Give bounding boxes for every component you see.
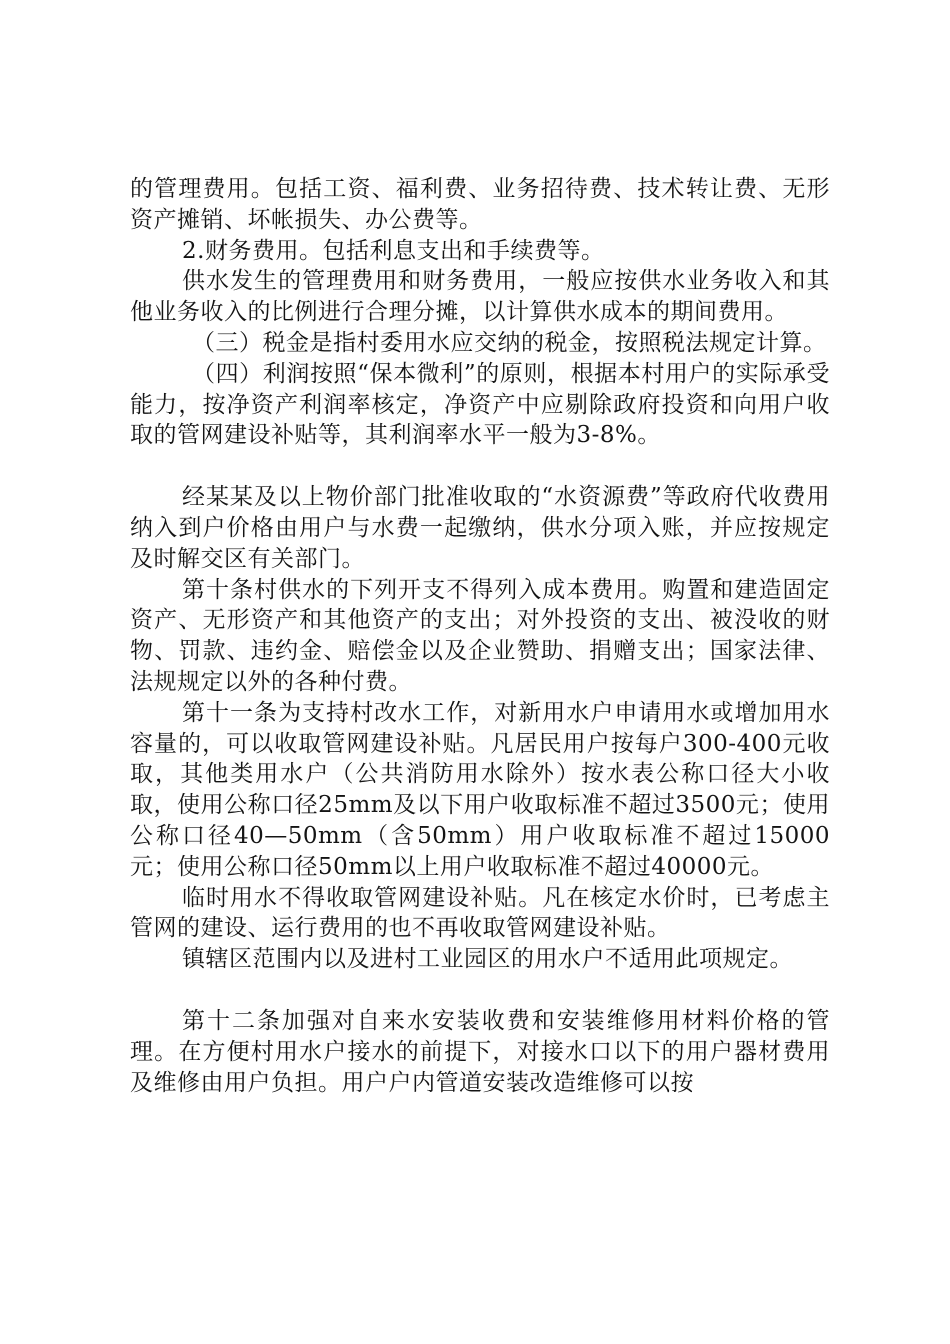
paragraph-tax: （三）税金是指村委用水应交纳的税金，按照税法规定计算。: [192, 329, 827, 356]
paragraph-management-fee-tail: 的管理费用。包括工资、福利费、业务招待费、技术转让费、无形资产摊销、坏帐损失、办公费等。: [130, 176, 830, 233]
paragraph-temporary-water: 临时用水不得收取管网建设补贴。凡在核定水价时，已考虑主管网的建设、运行费用的也不再收取管网建设补贴。: [130, 884, 830, 942]
paragraph-profit: （四）利润按照“保本微利”的原则，根据本村用户的实际承受能力，按净资产利润率核定，净资产中应剔除政府投资和向用户收取的管网建设补贴等，其利润率水平一般为3-8%。: [130, 360, 830, 449]
paragraph-article-11: 第十一条为支持村改水工作，对新用水户申请用水或增加用水容量的，可以收取管网建设补贴。凡居民用户按每户300-400元收取，其他类用水户（公共消防用水除外）按水表公称口径大小收取，使用公称口径25mm及以下用户收取标准不超过3500元；使用公称口径40—50mm（含50mm）用户收取标准不超过15000元；使用公称口径50mm以上用户收取标准不超过40000元。: [130, 699, 830, 880]
paragraph-exemption: 镇辖区范围内以及进村工业园区的用水户不适用此项规定。: [182, 946, 793, 973]
paragraph-article-10: 第十条村供水的下列开支不得列入成本费用。购置和建造固定资产、无形资产和其他资产的支出；对外投资的支出、被没收的财物、罚款、违约金、赔偿金以及企业赞助、捐赠支出；国家法律、法规规定以外的各种付费。: [130, 576, 830, 695]
paragraph-water-resource-fee: 经某某及以上物价部门批准收取的“水资源费”等政府代收费用纳入到户价格由用户与水费一起缴纳，供水分项入账，并应按规定及时解交区有关部门。: [130, 484, 830, 572]
paragraph-financial-fee: 2.财务费用。包括利息支出和手续费等。: [182, 237, 605, 264]
paragraph-spacer: [130, 975, 830, 1006]
paragraph-article-12: 第十二条加强对自来水安装收费和安装维修用材料价格的管理。在方便村用水户接水的前提下，对接水口以下的用户器材费用及维修由用户负担。用户户内管道安装改造维修可以按: [130, 1007, 830, 1096]
paragraph-fee-allocation: 供水发生的管理费用和财务费用，一般应按供水业务收入和其他业务收入的比例进行合理分摊，以计算供水成本的期间费用。: [130, 268, 830, 326]
document-body: [130, 174, 830, 1098]
paragraph-spacer: [130, 451, 830, 482]
